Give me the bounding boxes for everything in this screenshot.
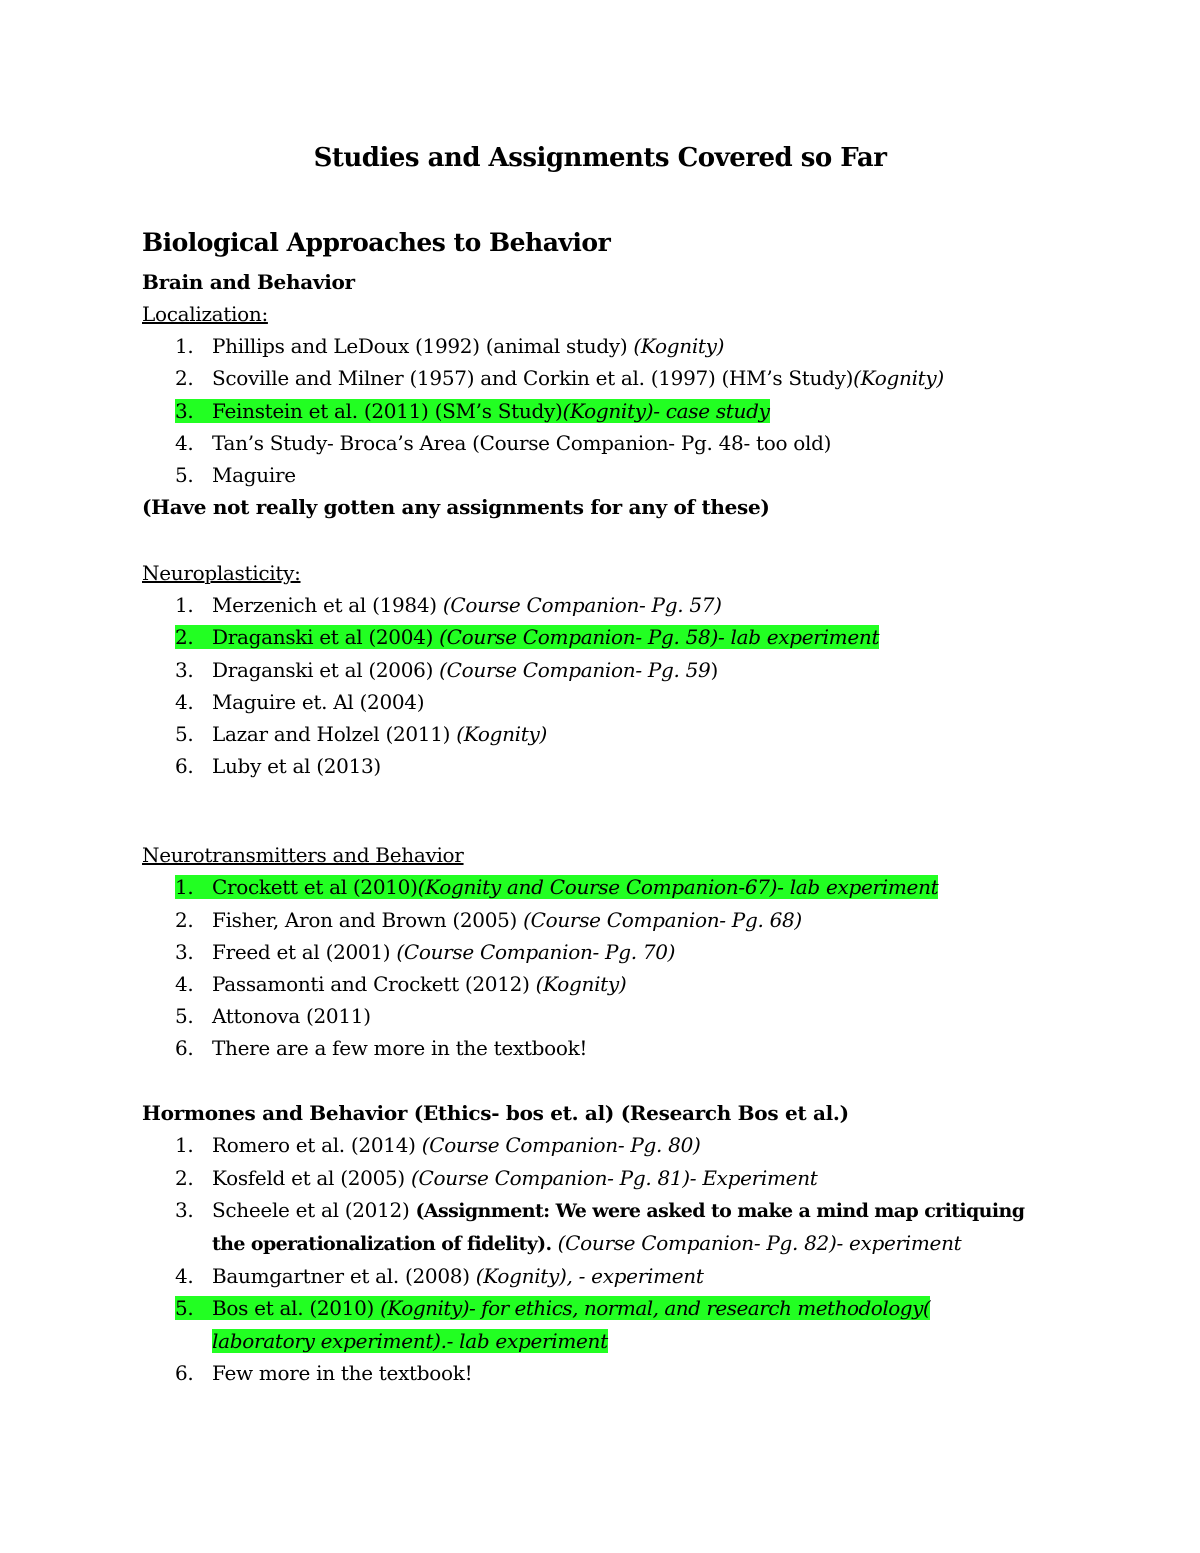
- list-item: 6. Few more in the textbook!: [175, 1361, 473, 1385]
- localization-note: (Have not really gotten any assignments for any of these): [142, 495, 770, 519]
- list-item: 4. Tan’s Study- Broca’s Area (Course Companion- Pg. 48- too old): [175, 431, 832, 455]
- list-item: 4. Passamonti and Crockett (2012) (Kognity): [175, 972, 627, 996]
- list-item-highlighted: 2. Draganski et al (2004) (Course Companion- Pg. 58)- lab experiment: [175, 625, 880, 649]
- neuroplasticity-label: Neuroplasticity:: [142, 561, 301, 585]
- list-item: 3. Freed et al (2001) (Course Companion- Pg. 70): [175, 940, 676, 964]
- list-item: 2. Kosfeld et al (2005) (Course Companion- Pg. 81)- Experiment: [175, 1166, 818, 1190]
- list-item: 6. Luby et al (2013): [175, 754, 381, 778]
- list-item: 2. Scoville and Milner (1957) and Corkin et al. (1997) (HM’s Study)(Kognity): [175, 366, 944, 390]
- list-item-highlighted: 5. Bos et al. (2010) (Kognity)- for ethics, normal, and research methodology(: [175, 1296, 931, 1320]
- list-item: 6. There are a few more in the textbook!: [175, 1036, 588, 1060]
- list-item-highlighted: 1. Crockett et al (2010)(Kognity and Course Companion-67)- lab experiment: [175, 875, 939, 899]
- list-item: 4. Baumgartner et al. (2008) (Kognity), - experiment: [175, 1264, 704, 1288]
- list-item-continuation: the operationalization of fidelity). (Course Companion- Pg. 82)- experiment: [212, 1231, 962, 1255]
- list-item: 1. Phillips and LeDoux (1992) (animal study) (Kognity): [175, 334, 725, 358]
- list-item: 2. Fisher, Aron and Brown (2005) (Course Companion- Pg. 68): [175, 908, 802, 932]
- list-item-highlighted: 3. Feinstein et al. (2011) (SM’s Study)(Kognity)- case study: [175, 399, 770, 423]
- neurotransmitters-label: Neurotransmitters and Behavior: [142, 843, 464, 867]
- list-item: 1. Merzenich et al (1984) (Course Companion- Pg. 57): [175, 593, 722, 617]
- list-item: 1. Romero et al. (2014) (Course Companion- Pg. 80): [175, 1133, 701, 1157]
- list-item-continuation: laboratory experiment).- lab experiment: [212, 1329, 608, 1353]
- list-item: 4. Maguire et. Al (2004): [175, 690, 425, 714]
- approach-heading: Biological Approaches to Behavior: [142, 228, 611, 257]
- list-item: 3. Scheele et al (2012) (Assignment: We were asked to make a mind map critiquing: [175, 1198, 1025, 1222]
- list-item: 5. Maguire: [175, 463, 296, 487]
- document-title: Studies and Assignments Covered so Far: [313, 143, 887, 173]
- list-item: 5. Attonova (2011): [175, 1004, 371, 1028]
- localization-label: Localization:: [142, 302, 268, 326]
- list-item: 3. Draganski et al (2006) (Course Companion- Pg. 59): [175, 658, 718, 682]
- list-item: 5. Lazar and Holzel (2011) (Kognity): [175, 722, 547, 746]
- hormones-heading: Hormones and Behavior (Ethics- bos et. al) (Research Bos et al.): [142, 1101, 849, 1125]
- brain-behavior-heading: Brain and Behavior: [142, 270, 355, 294]
